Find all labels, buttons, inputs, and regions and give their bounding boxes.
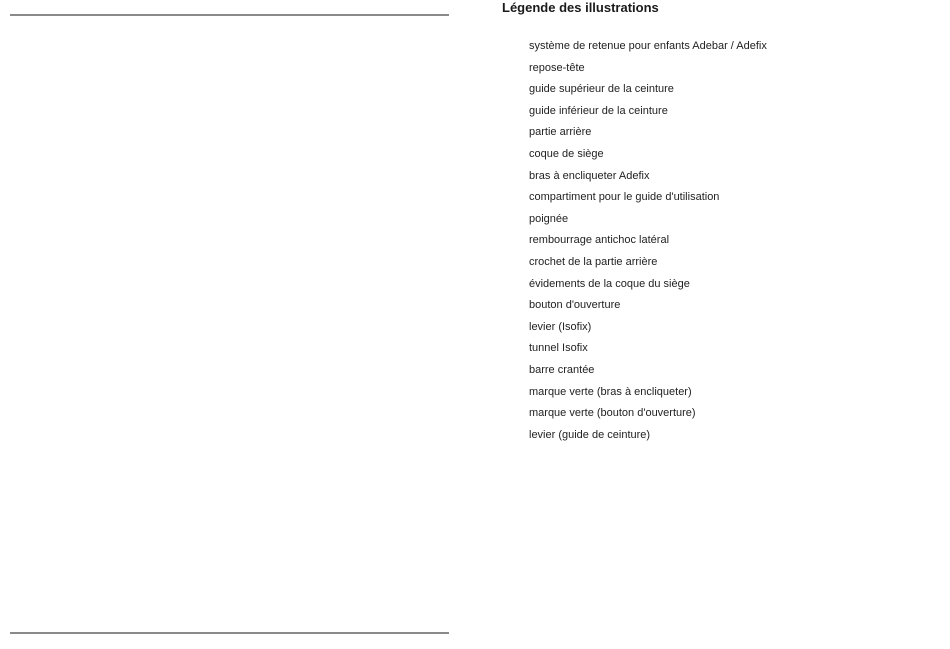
legend-item: tunnel Isofix bbox=[529, 342, 588, 355]
legend-item: partie arrière bbox=[529, 126, 592, 139]
legend-item: marque verte (bras à encliqueter) bbox=[529, 385, 692, 398]
right-page bbox=[502, 0, 942, 649]
legend-item: bouton d'ouverture bbox=[529, 299, 621, 312]
legend-item: guide inférieur de la ceinture bbox=[529, 104, 668, 117]
legend-item: évidements de la coque du siège bbox=[529, 277, 690, 290]
legend-item: compartiment pour le guide d'utilisation bbox=[529, 191, 720, 204]
legend-item: système de retenue pour enfants Adebar / Adefix bbox=[529, 40, 767, 52]
legend-item: crochet de la partie arrière bbox=[529, 255, 658, 268]
legend-item: guide supérieur de la ceinture bbox=[529, 83, 674, 96]
legend-item: repose-tête bbox=[529, 61, 585, 74]
legend-item: bras à encliqueter Adefix bbox=[529, 169, 650, 182]
bottom-divider bbox=[10, 632, 449, 634]
legend-item: levier (guide de ceinture) bbox=[529, 428, 651, 441]
legend-item: marque verte (bouton d'ouverture) bbox=[529, 407, 696, 420]
left-page bbox=[0, 0, 460, 649]
legend-item: poignée bbox=[529, 212, 569, 225]
legend-item: barre crantée bbox=[529, 363, 595, 376]
legend-title: Légende des illustrations bbox=[502, 0, 659, 15]
legend-item: levier (Isofix) bbox=[529, 320, 592, 333]
legend-item: rembourrage antichoc latéral bbox=[529, 234, 670, 247]
legend-list bbox=[529, 37, 767, 447]
legend-item: coque de siège bbox=[529, 147, 604, 160]
top-divider bbox=[10, 14, 449, 16]
